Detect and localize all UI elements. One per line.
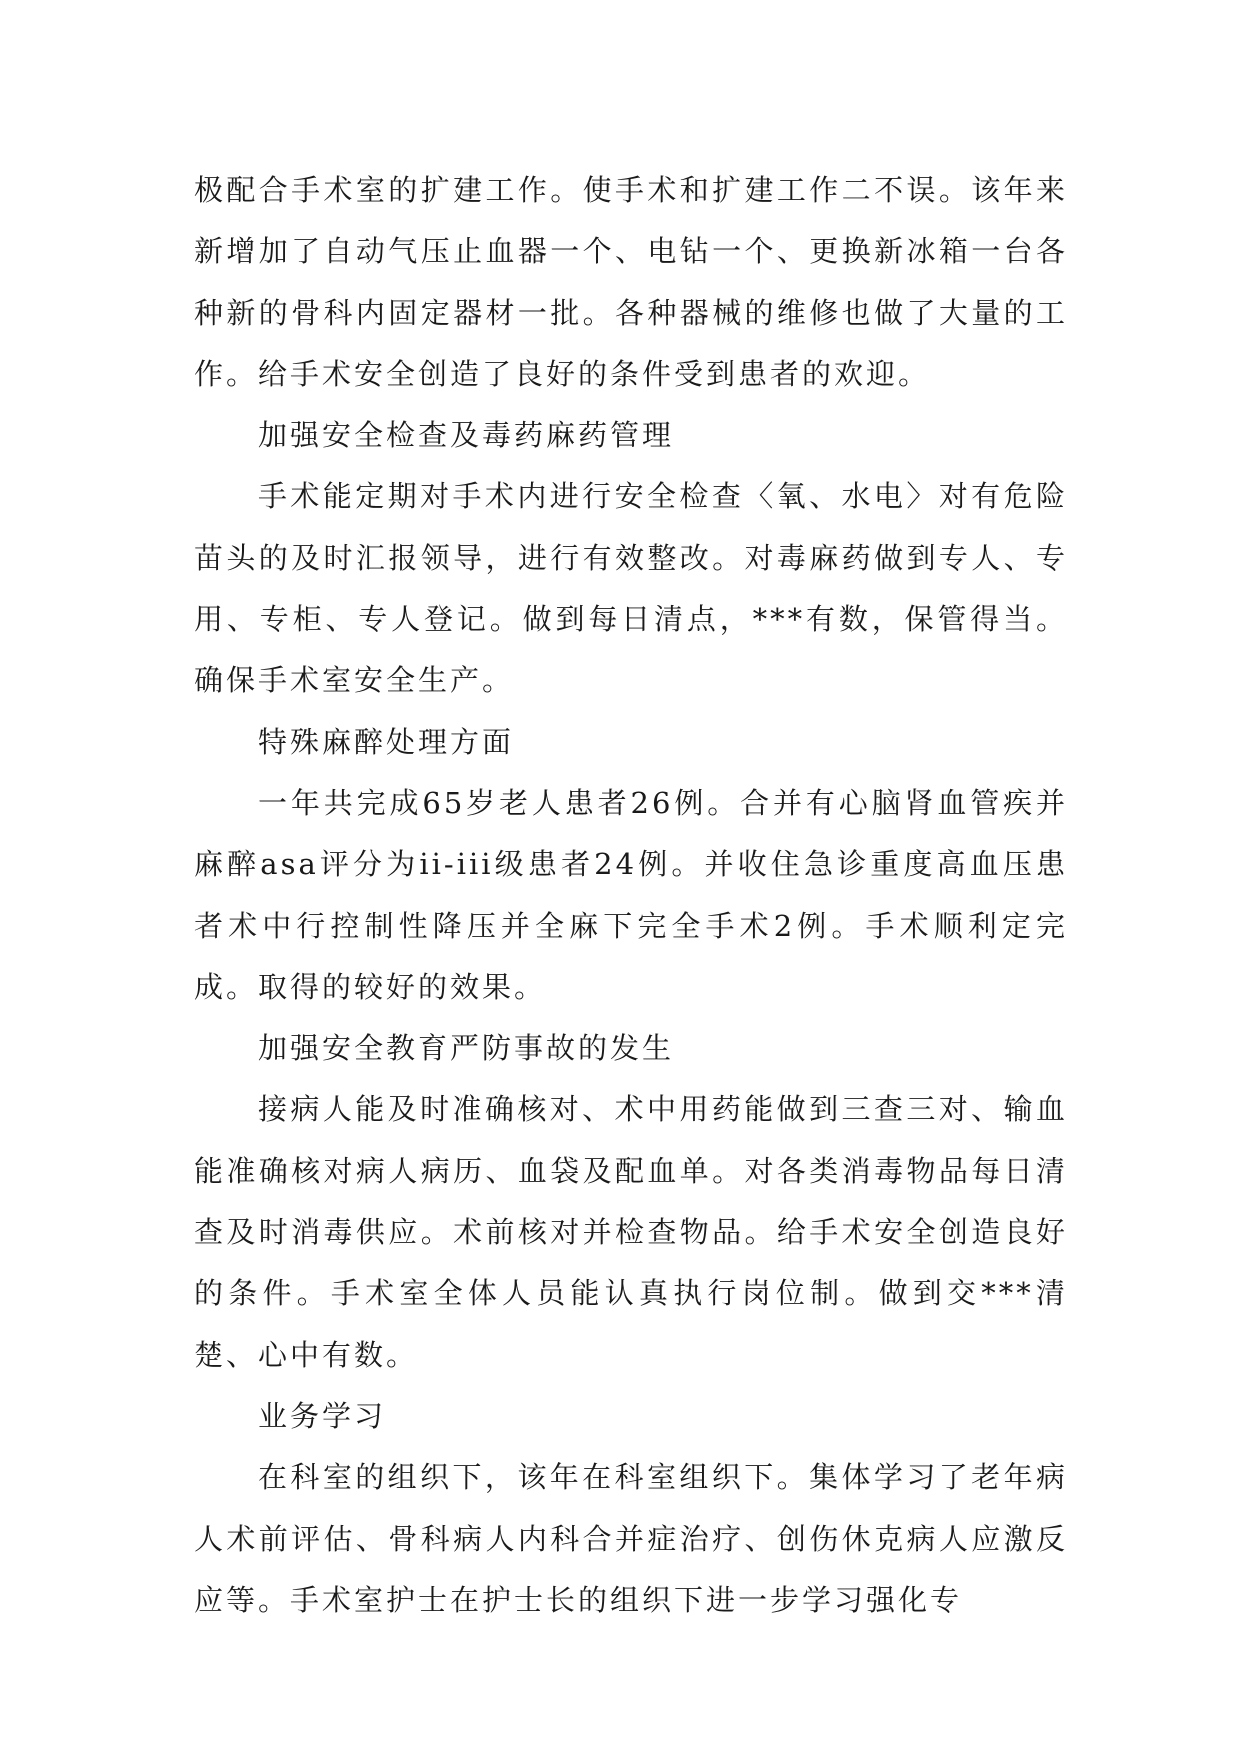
heading-special-anesthesia: 特殊麻醉处理方面 bbox=[258, 724, 515, 759]
paragraph-safety-inspection: 手术能定期对手术内进行安全检查〈氧、水电〉对有危险苗头的及时汇报领导，进行有效整改。对毒麻药做到专人、专用、专柜、专人登记。做到每日清点，***有数，保管得当。确保手术室安全生产。 bbox=[194, 479, 1068, 698]
paragraph-professional-study: 在科室的组织下，该年在科室组织下。集体学习了老年病人术前评估、骨科病人内科合并症治疗、创伤休克病人应激反应等。手术室护士在护士长的组织下进一步学习强化专 bbox=[194, 1460, 1068, 1617]
heading-professional-study: 业务学习 bbox=[258, 1398, 387, 1433]
document-body bbox=[194, 160, 1068, 1631]
heading-safety-inspection: 加强安全检查及毒药麻药管理 bbox=[258, 418, 675, 453]
paragraph-safety-education: 接病人能及时准确核对、术中用药能做到三查三对、输血能准确核对病人病历、血袋及配血单。对各类消毒物品每日清查及时消毒供应。术前核对并检查物品。给手术安全创造良好的条件。手术室全体人员能认真执行岗位制。做到交***清楚、心中有数。 bbox=[194, 1092, 1068, 1372]
paragraph-equipment: 极配合手术室的扩建工作。使手术和扩建工作二不误。该年来新增加了自动气压止血器一个、电钻一个、更换新冰箱一台各种新的骨科内固定器材一批。各种器械的维修也做了大量的工作。给手术安全创造了良好的条件受到患者的欢迎。 bbox=[194, 173, 1068, 391]
paragraph-special-anesthesia: 一年共完成65岁老人患者26例。合并有心脑肾血管疾并麻醉asa评分为ii-iii级患者24例。并收住急诊重度高血压患者术中行控制性降压并全麻下完全手术2例。手术顺利定完成。取得的较好的效果。 bbox=[194, 785, 1068, 1004]
heading-safety-education: 加强安全教育严防事故的发生 bbox=[258, 1031, 675, 1066]
